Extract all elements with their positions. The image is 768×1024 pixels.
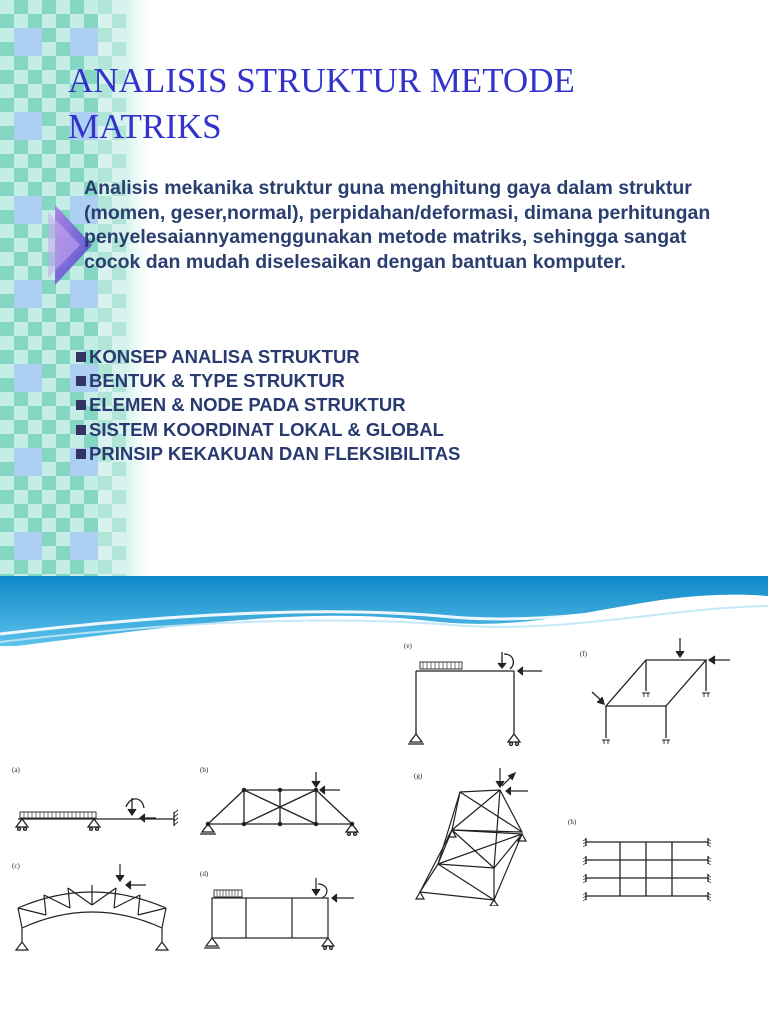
panel-d: (d) <box>194 866 372 958</box>
topic-item: PRINSIP KEKAKUAN DAN FLEKSIBILITAS <box>76 442 460 466</box>
slide-title: ANALISIS STRUKTUR METODE MATRIKS <box>68 61 575 146</box>
slide-structure-types <box>0 576 768 1024</box>
topic-item: KONSEP ANALISA STRUKTUR <box>76 345 460 369</box>
slide-body-text: Analisis mekanika struktur guna menghitung gaya dalam struktur (momen, geser,normal), perpidahan/deformasi, dimana perhitungan penyelesaiannyamenggunakan metode matriks, sehingga sangat cocok dan mudah diselesaikan dengan bantuan komputer. <box>84 177 711 273</box>
panel-f: (f) <box>572 636 748 760</box>
square-bullet-icon <box>76 400 86 410</box>
panel-b: (b) <box>194 762 372 842</box>
square-bullet-icon <box>76 425 86 435</box>
topic-list <box>76 345 460 466</box>
panel-c: (c) <box>6 858 184 958</box>
square-bullet-icon <box>76 352 86 362</box>
panel-h: (h) <box>562 808 748 912</box>
square-bullet-icon <box>76 376 86 386</box>
portal-frame-diagram-icon <box>392 636 570 756</box>
space-truss-diagram-icon <box>408 764 558 906</box>
frame-beam-diagram-icon <box>194 866 372 958</box>
arch-truss-diagram-icon <box>6 858 184 958</box>
grid-structure-diagram-icon <box>562 808 748 912</box>
continuous-beam-diagram-icon <box>6 762 184 842</box>
topic-item: BENTUK & TYPE STRUKTUR <box>76 369 460 393</box>
plane-truss-diagram-icon <box>194 762 372 842</box>
square-bullet-icon <box>76 449 86 459</box>
panel-g: (g) <box>408 764 558 906</box>
panel-a: (a) <box>6 762 184 842</box>
panel-e: (e) <box>392 636 570 756</box>
topic-item: ELEMEN & NODE PADA STRUKTUR <box>76 393 460 417</box>
space-frame-diagram-icon <box>572 636 748 760</box>
topic-item: SISTEM KOORDINAT LOKAL & GLOBAL <box>76 418 460 442</box>
